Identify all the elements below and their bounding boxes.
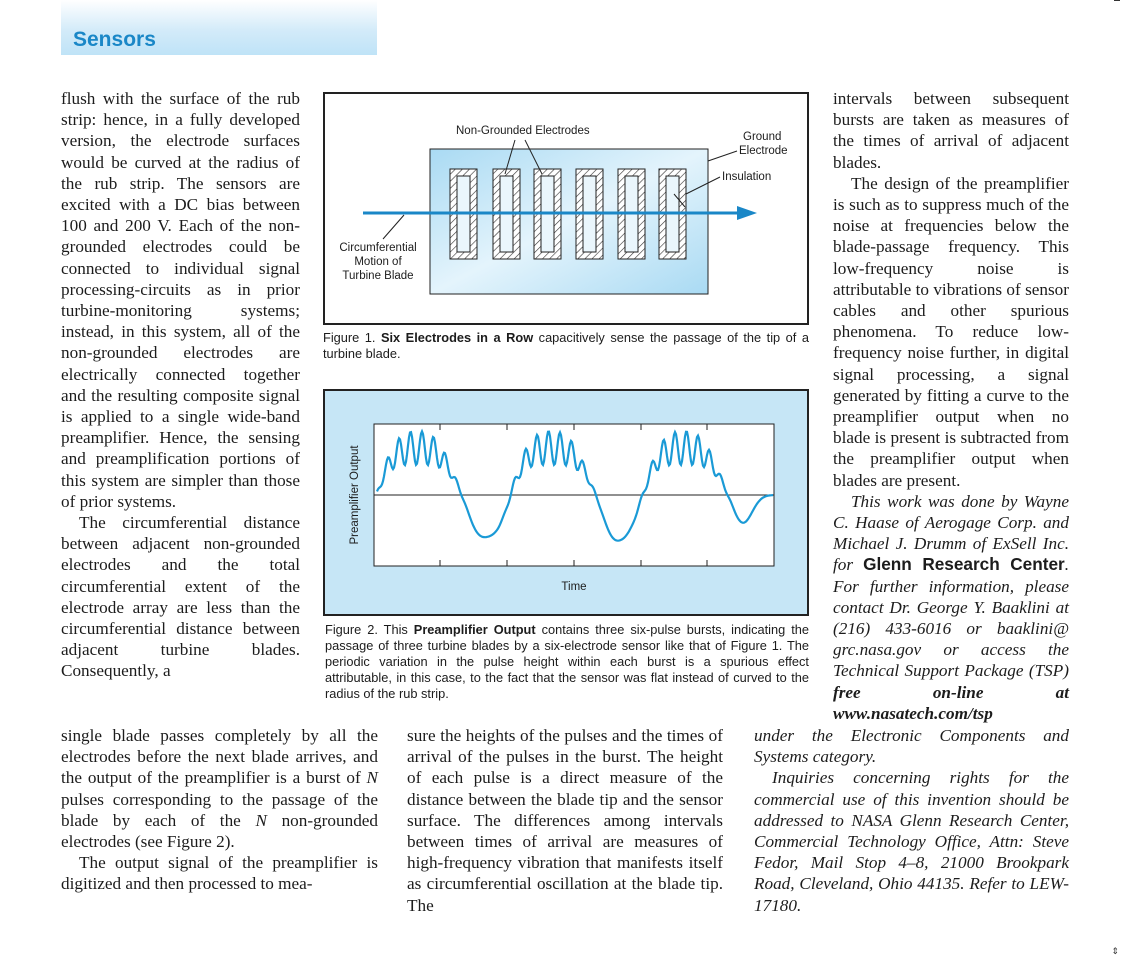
label-insulation: Insulation [722,171,772,183]
leader-line [383,215,404,239]
label-motion-2: Motion of [354,256,402,268]
page-corner-icon: ⇕ [1111,946,1119,956]
paragraph: The output signal of the preamplifier is digitized and then processed to mea- [61,853,378,894]
label-motion-3: Turbine Blade [342,270,414,282]
inquiries-paragraph: Inquiries concerning rights for the commercial use of this invention should be addressed to NASA Glenn Research Center, Commercial Technology Office, Attn: Steve Fedor, Mail Stop 4–8, 21000 Brookpark Road, Cleveland, Ohio 44135. Refer to LEW-17180. [754,768,1069,915]
figure-1 [323,92,809,325]
column-2 [407,725,723,916]
electrode-diagram [325,94,807,323]
y-axis-label: Preamplifier Output [349,445,361,545]
paragraph: The design of the preamplifier is such as to suppress much of the noise at frequencies below the blade-passage frequency. This low-frequency noise is attributable to vibrations of sensor cables and other spurious phenomena. To reduce low-frequency noise further, in digital signal processing, a signal generated by fitting a curve to the preamplifier output when no blade is present is subtracted from the preamplifier output when blades are present. [833,173,1069,490]
paragraph: The circumferential distance between adjacent non-grounded electrodes and the total circumferential extent of the electrode array are less than the circumferential distance between adjacent turbine blades. Consequently, a [61,513,300,681]
credit-paragraph: This work was done by Wayne C. Haase of Aerogage Corp. and Michael J. Drumm of ExSell Inc. for Glenn Research Center. For further information, please contact Dr. George Y. Baaklini at (216) 433-6016 or baaklini@ grc.nasa.gov or access the Technical Support Package (TSP) free on-line at www.nasatech.com/tsp [833,491,1069,723]
section-title: Sensors [73,28,156,51]
motion-arrow-head [737,206,757,220]
label-ground-1: Ground [743,131,782,143]
label-ground-2: Electrode [739,145,788,157]
column-3 [833,88,1069,724]
paragraph: flush with the surface of the rub strip: hence, in a fully developed version, the electrode surfaces would be curved at the radius of the rub strip. The sensors are excited with a DC bias between 100 and 200 V. Each of the non-grounded electrodes could be connected to individual signal processing-circuits as in prior turbine-monitoring systems; instead, in this system, all of the non-grounded electrodes are electrically connected together and the resulting composite signal is applied to a single wide-band preamplifier. Hence, the sensing and preamplification portions of this system are simpler than those of prior systems. [61,89,300,511]
figure-2 [323,389,809,616]
paragraph: intervals between subsequent bursts are taken as measures of the times of arrival of adjacent blades. [833,89,1069,172]
column-3-continued [754,725,1069,916]
label-non-grounded: Non-Grounded Electrodes [456,125,590,137]
paragraph-continued: single blade passes completely by all the electrodes before the next blade arrives, and the output of the preamplifier is a burst of N pulses corresponding to the passage of the blade by each of the N non-grounded electrodes (see Figure 2). [61,726,379,852]
credit-continued: under the Electronic Components and Systems category. [754,726,1069,767]
figure-1-caption: Figure 1. Six Electrodes in a Row capacitively sense the passage of the tip of a turbine blade. [323,330,809,361]
crop-mark [1114,0,1120,1]
center-name: Glenn Research Center [863,554,1065,575]
preamp-output-chart [325,391,807,614]
figure-2-caption: Figure 2. This Preamplifier Output contains three six-pulse bursts, indicating the passage of three turbine blades by a six-electrode sensor like that of Figure 1. The periodic variation in the pulse height within each burst is a spurious effect attributable, in this case, to the fact that the sensor was flat instead of curved to the radius of the rub strip. [325,622,809,701]
section-banner [61,0,377,55]
x-axis-label: Time [561,581,587,593]
column-1 [61,88,300,682]
column-1-continued [61,704,378,895]
paragraph: sure the heights of the pulses and the times of arrival of the pulses in the burst. The height of each pulse is a direct measure of the distance between the blade tip and the sensor surface. The differences among intervals between times of arrival are measures of high-frequency vibration that manifests itself as circumferential oscillation at the blade tip. The [407,726,723,915]
label-motion-1: Circumferential [339,242,417,254]
leader-line [708,151,737,161]
